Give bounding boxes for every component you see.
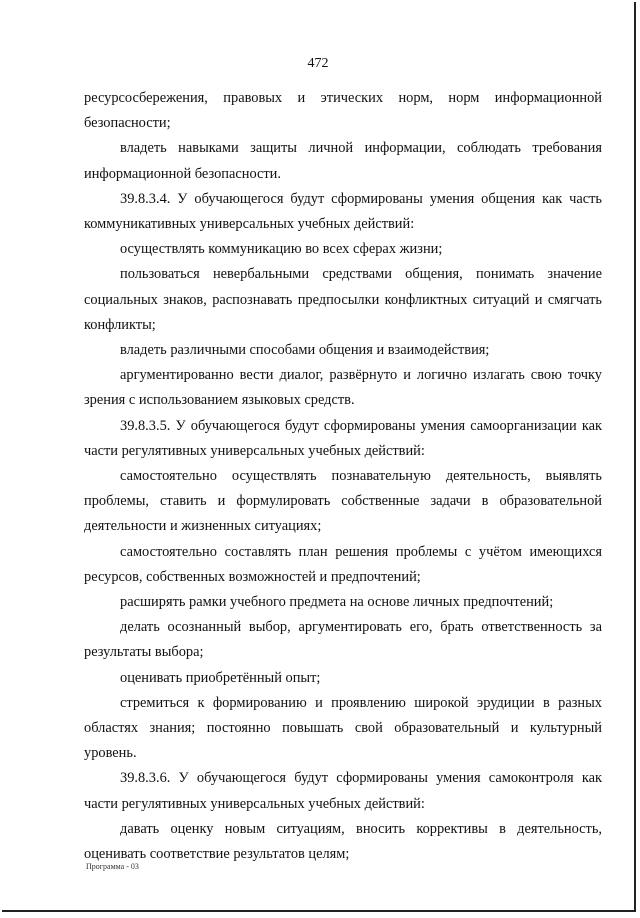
paragraph: расширять рамки учебного предмета на основе личных предпочтений; (120, 594, 554, 611)
paragraph: 39.8.3.6. У обучающегося будут сформированы умения самоконтроля как части регулятивных универсальных учебных действий: (84, 770, 602, 812)
paragraph: ресурсосбережения, правовых и этических норм, норм информационной безопасности; (84, 90, 602, 132)
paragraph: 39.8.3.5. У обучающегося будут сформированы умения самоорганизации как части регулятивных универсальных учебных действий: (84, 417, 602, 459)
paragraph: делать осознанный выбор, аргументировать его, брать ответственность за результаты выбора; (84, 619, 602, 661)
paragraph: давать оценку новым ситуациям, вносить коррективы в деятельность, оценивать соответствие результатов целям; (84, 820, 602, 863)
paragraph: владеть навыками защиты личной информации, соблюдать требования информационной безопасности. (84, 140, 602, 182)
body-text (84, 86, 602, 867)
paragraph: 39.8.3.4. У обучающегося будут сформированы умения общения как часть коммуникативных универсальных учебных действий: (84, 190, 602, 233)
paragraph: самостоятельно составлять план решения проблемы с учётом имеющихся ресурсов, собственных возможностей и предпочтений; (84, 543, 602, 585)
paragraph: самостоятельно осуществлять познавательную деятельность, выявлять проблемы, ставить и формулировать собственные задачи в образовательной деятельности и жизненных ситуациях; (84, 468, 602, 535)
page-number: 472 (307, 56, 329, 71)
paragraph: оценивать приобретённый опыт; (120, 669, 321, 686)
paragraph: осуществлять коммуникацию во всех сферах жизни; (120, 241, 443, 258)
paragraph: аргументированно вести диалог, развёрнуто и логично излагать свою точку зрения с использованием языковых средств. (84, 367, 602, 409)
paragraph: стремиться к формированию и проявлению широкой эрудиции в разных областях знания; постоянно повышать свой образовательный и культурный уровень. (84, 694, 602, 762)
paragraph: пользоваться невербальными средствами общения, понимать значение социальных знаков, распознавать предпосылки конфликтных ситуаций и смягчать конфликты; (84, 266, 602, 333)
page-footer: Программа - 03 (86, 862, 139, 871)
paragraph: владеть различными способами общения и взаимодействия; (120, 342, 490, 359)
document-page (2, 2, 636, 912)
